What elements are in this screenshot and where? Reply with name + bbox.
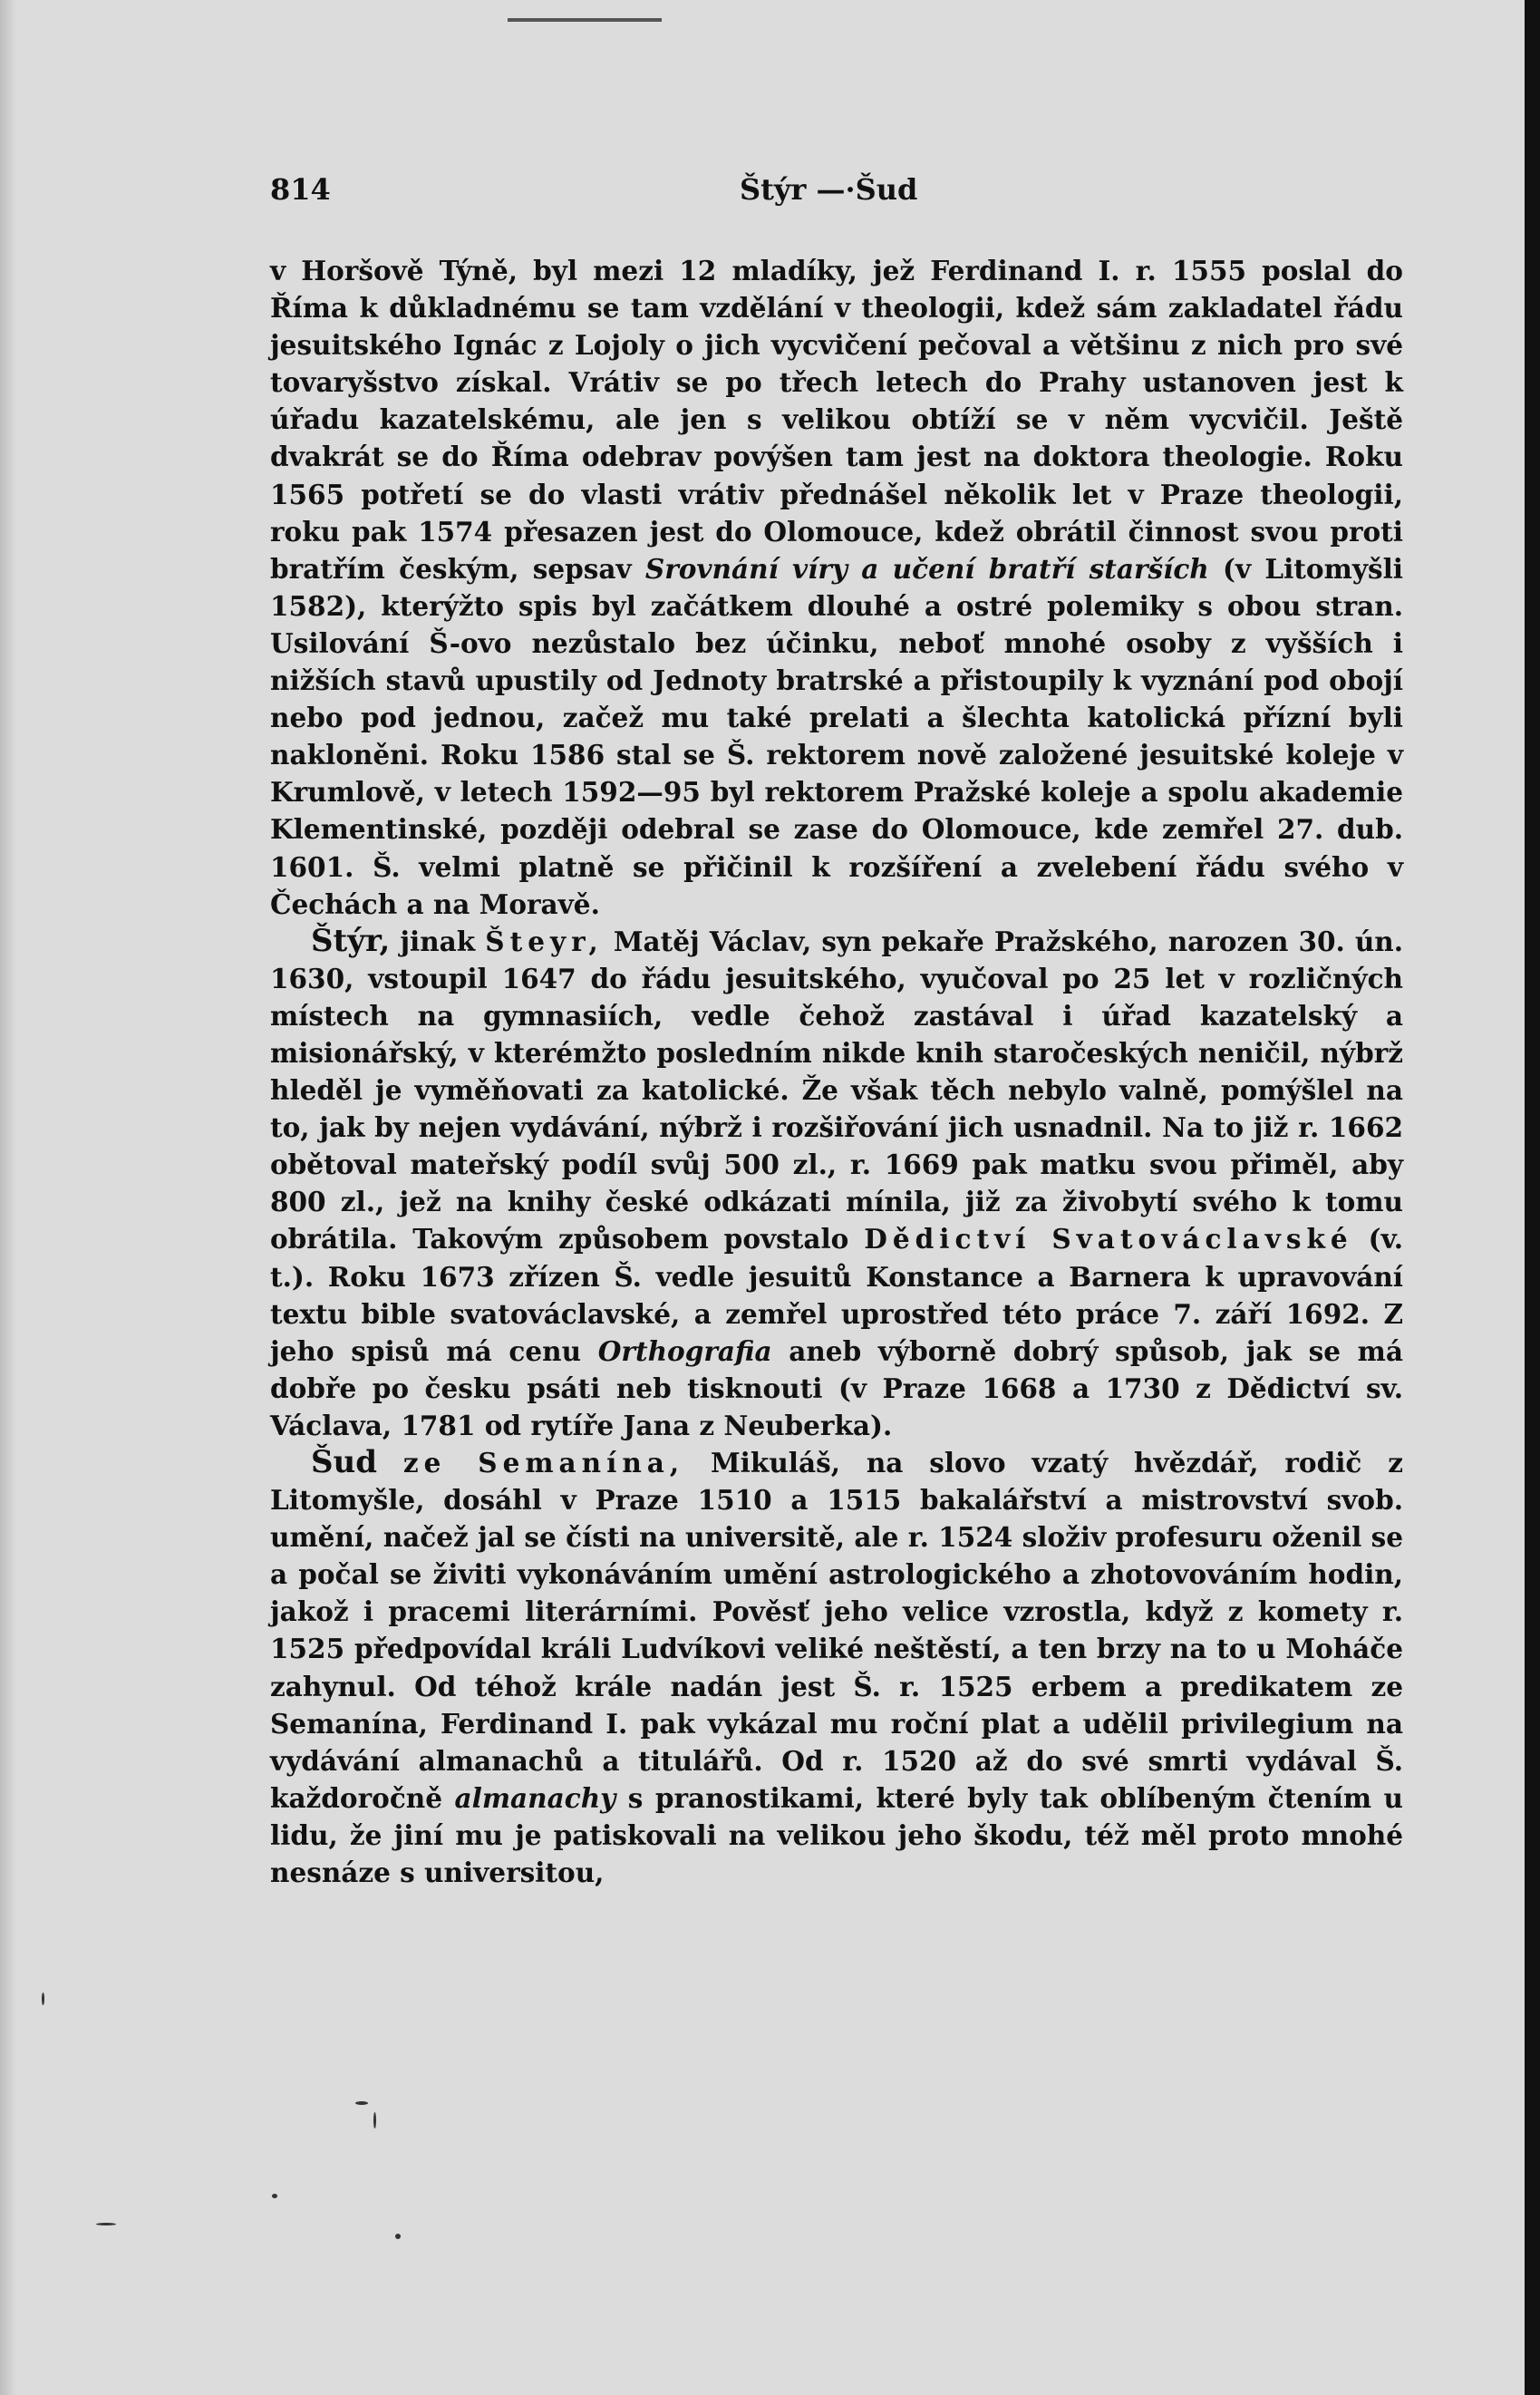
- text-run: s pranostikami, které byly tak oblíbeným čtením u lidu, že jiní mu je patiskovali na velikou jeho škodu, též měl proto mnohé nesnáze s universitou,: [270, 1781, 1403, 1889]
- text-run: Mikuláš, na slovo vzatý hvězdář, rodič z Litomyšle, dosáhl v Praze 1510 a 1515 bakalářství a mistrovství svob. umění, načež jal se čísti na universitě, ale r. 1524 složiv profesuru oženil se a počal se živiti vykonáváním umění astrologického a zhotovováním hodin, jakož i pracemi literárními. Pověsť jeho velice vzrostla, když z komety r. 1525 předpovídal králi Ludvíkovi veliké neštěstí, a ten brzy na to u Moháče zahynul. Od téhož krále nadán jest Š. r. 1525 erbem a predikatem ze Semanína, Ferdinand I. pak vykázal mu roční plat a udělil privilegium na vydávání almanachů a titulářů. Od r. 1520 až do své smrti vydával Š. každoročně: [270, 1447, 1403, 1814]
- book-title-italic: Orthografia: [597, 1334, 772, 1367]
- entry-styr: [270, 923, 1403, 1444]
- scan-speck: [395, 2234, 401, 2239]
- text-run: (v. t.). Roku 1673 zřízen Š. vedle jesuitů Konstance a Barnera k upravování textu bible svatováclavské, a zemřel uprostřed této práce 7. září 1692. Z jeho spisů má cenu: [270, 1223, 1404, 1367]
- book-title-italic: almanachy: [454, 1781, 616, 1814]
- text-run: Matěj Václav, syn pekaře Pražského, narozen 30. ún. 1630, vstoupil 1647 do řádu jesuitského, vyučoval po 25 let v rozličných místech na gymnasiích, vedle čehož zastával i úřad kazatelský a misionářský, v kterémžto posledním nikde knih staročeských neničil, nýbrž hleděl je vyměňovati za katolické. Že však těch nebylo valně, pomýšlel na to, jak by nejen vydávání, nýbrž i rozšiřování jich usnadnil. Na to již r. 1662 obětoval mateřský podíl svůj 500 zl., r. 1669 pak matku svou přiměl, aby 800 zl., jež na knihy české odkázati mínila, již za živobytí svého k tomu obrátila. Takovým způsobem povstalo: [270, 925, 1403, 1256]
- spaced-name: Dědictví Svatováclavské: [864, 1223, 1353, 1256]
- book-title-italic: Srovnání víry a učení bratří starších: [644, 552, 1209, 585]
- spaced-name: Šteyr,: [485, 925, 604, 957]
- text-run: v Horšově Týně, byl mezi 12 mladíky, jež Ferdinand I. r. 1555 poslal do Říma k důkladnému se tam vzdělání v theologii, kdež sám zakladatel řádu jesuitského Ignác z Lojoly o jich vycvičení pečoval a většinu z nich pro své tovaryšstvo získal. Vrátiv se po třech letech do Prahy ustanoven jest k úřadu kazatelskému, ale jen s velikou obtíží se v něm vycvičil. Ještě dvakrát se do Říma odebrav povýšen tam jest na doktora theologie. Roku 1565 potřetí se do vlasti vrátiv přednášel několik let v Praze theologii, roku pak 1574 přesazen jest do Olomouce, kdež obrátil činnost svou proti bratřím českým, sepsav: [270, 255, 1403, 585]
- scan-speck: [355, 2101, 368, 2105]
- spaced-name: ze Semanína,: [402, 1447, 685, 1479]
- running-title: Štýr —·Šud: [740, 172, 918, 207]
- scan-speck: [373, 2112, 376, 2128]
- entry-continuation-paragraph: [270, 252, 1403, 923]
- entry-heading: Šud: [311, 1444, 378, 1480]
- scan-speck: [272, 2194, 277, 2198]
- text-run: jinak: [400, 925, 476, 957]
- text-run: (v Litomyšli 1582), kterýžto spis byl začátkem dlouhé a ostré polemiky s obou stran. Usilování Š-ovo nezůstalo bez účinku, neboť mnohé osoby z vyšších i nižších stavů upustily od Jednoty bratrské a přistoupily k vyznání pod obojí nebo pod jednou, začež mu také prelati a šlechta katolická přízní byli nakloněni. Roku 1586 stal se Š. rektorem nově založené jesuitské koleje v Krumlově, v letech 1592—95 byl rektorem Pražské koleje a spolu akademie Klementinské, později odebral se zase do Olomouce, kde zemřel 27. dub. 1601. Š. velmi platně se přičinil k rozšíření a zvelebení řádu svého v Čechách a na Moravě.: [270, 552, 1403, 920]
- scan-speck: [42, 1993, 44, 2005]
- entry-sud: [270, 1444, 1403, 1891]
- scan-speck: [96, 2223, 116, 2225]
- article-body: [270, 252, 1403, 1891]
- entry-heading: Štýr,: [311, 922, 391, 959]
- page-edge-shadow: [0, 0, 16, 2395]
- running-head: [270, 172, 1403, 216]
- text-run: aneb výborně dobrý spůsob, jak se má dobře po česku psáti neb tisknouti (v Praze 1668 a 1730 z Dědictví sv. Václava, 1781 od rytíře Jana z Neuberka).: [270, 1334, 1403, 1441]
- top-scan-mark: [508, 18, 662, 22]
- page-number: 814: [270, 172, 331, 207]
